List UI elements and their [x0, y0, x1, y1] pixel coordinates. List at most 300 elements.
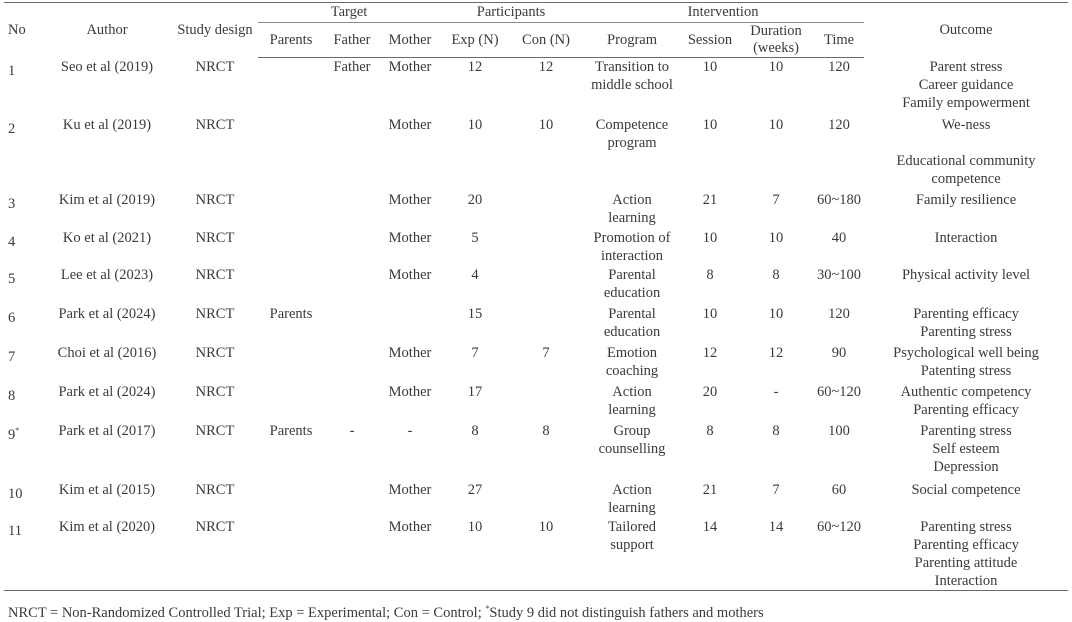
row-no — [4, 266, 42, 305]
row-outcome — [864, 191, 1068, 229]
row-author-text: Ko et al (2021) — [62, 230, 152, 246]
row-study-design-text: NRCT — [195, 519, 235, 535]
row-mother — [380, 116, 440, 191]
row-no — [4, 518, 42, 591]
row-program-line: middle school — [591, 77, 673, 93]
row-mother-text: Mother — [388, 192, 432, 208]
row-outcome-line: Educational community — [896, 153, 1036, 169]
row-author-text: Park et al (2017) — [58, 423, 156, 439]
row-program-line: learning — [608, 500, 656, 516]
row-study-design — [172, 305, 258, 344]
row-exp — [440, 266, 510, 305]
row-author — [42, 266, 172, 305]
row-outcome-line: Authentic competency — [900, 384, 1032, 400]
table-row — [4, 266, 1068, 305]
row-outcome-line: Parenting efficacy — [913, 402, 1019, 418]
row-duration — [738, 116, 814, 191]
row-author — [42, 383, 172, 422]
row-study-design — [172, 422, 258, 481]
row-mother-text: Mother — [388, 117, 432, 133]
row-mother-text: Mother — [388, 482, 432, 498]
table-row — [4, 229, 1068, 266]
row-outcome-line: Career guidance — [918, 77, 1014, 93]
row-no-footnote-mark: * — [15, 426, 20, 435]
row-duration-text: 14 — [768, 519, 784, 535]
row-duration — [738, 422, 814, 481]
row-study-design-text: NRCT — [195, 384, 235, 400]
footnote-text-1: NRCT = Non-Randomized Controlled Trial; Exp = Experimental; Con = Control; — [8, 605, 486, 621]
row-no-text: 6 — [8, 310, 16, 326]
row-time-text: 30~100 — [816, 267, 862, 283]
row-outcome — [864, 58, 1068, 116]
row-session-text: 10 — [702, 306, 718, 322]
header-intervention: Intervention — [582, 3, 864, 23]
row-no — [4, 344, 42, 383]
row-mother — [380, 518, 440, 591]
row-author-text: Seo et al (2019) — [60, 59, 154, 75]
row-study-design — [172, 344, 258, 383]
row-outcome — [864, 116, 1068, 191]
table-row — [4, 422, 1068, 481]
row-time-text: 100 — [828, 423, 850, 439]
row-no-text: 5 — [8, 271, 16, 287]
row-exp — [440, 383, 510, 422]
row-father — [324, 266, 380, 305]
row-study-design-text: NRCT — [195, 230, 235, 246]
row-parents — [258, 305, 324, 344]
row-outcome-line: Parenting efficacy — [913, 306, 1019, 322]
row-time — [814, 422, 864, 481]
row-study-design-text: NRCT — [195, 306, 235, 322]
row-program-line: counselling — [598, 441, 666, 457]
row-father — [324, 191, 380, 229]
row-mother — [380, 383, 440, 422]
row-session-text: 14 — [702, 519, 718, 535]
row-no — [4, 116, 42, 191]
row-father — [324, 518, 380, 591]
row-study-design — [172, 116, 258, 191]
row-outcome — [864, 266, 1068, 305]
row-duration-text: 10 — [768, 117, 784, 133]
row-session — [682, 191, 738, 229]
header-duration-line1: Duration — [750, 23, 802, 39]
row-con — [510, 481, 582, 518]
row-outcome-line: Parent stress — [929, 59, 1003, 75]
row-exp-text: 8 — [471, 423, 479, 439]
row-program-line: learning — [608, 210, 656, 226]
row-time-text: 60~120 — [816, 519, 862, 535]
row-outcome-line: Interaction — [934, 573, 998, 589]
row-program — [582, 305, 682, 344]
row-exp-text: 27 — [467, 482, 483, 498]
header-study-design: Study design — [177, 21, 253, 38]
row-outcome-line: Parenting stress — [920, 324, 1012, 340]
row-study-design-text: NRCT — [195, 482, 235, 498]
row-outcome-line: competence — [931, 171, 1001, 187]
row-outcome-line: Physical activity level — [901, 267, 1031, 283]
row-program-line: program — [607, 135, 657, 151]
table-footnote — [8, 600, 764, 622]
row-con — [510, 518, 582, 591]
row-time-text: 120 — [828, 59, 850, 75]
row-author — [42, 422, 172, 481]
row-exp — [440, 116, 510, 191]
table-row — [4, 191, 1068, 229]
row-duration-text: 10 — [768, 59, 784, 75]
row-exp-text: 4 — [471, 267, 479, 283]
row-exp-text: 15 — [467, 306, 483, 322]
row-outcome-line: Patenting stress — [920, 363, 1012, 379]
row-session-text: 10 — [702, 59, 718, 75]
row-con — [510, 191, 582, 229]
row-outcome-line: Parenting efficacy — [913, 537, 1019, 553]
row-parents — [258, 229, 324, 266]
row-session — [682, 58, 738, 116]
row-mother-text: Mother — [388, 59, 432, 75]
row-no — [4, 58, 42, 116]
row-program-line: Action — [612, 482, 652, 498]
header-exp: Exp (N) — [440, 23, 510, 58]
row-study-design-text: NRCT — [195, 117, 235, 133]
row-outcome-line: Social competence — [911, 482, 1021, 498]
row-exp — [440, 344, 510, 383]
row-study-design-text: NRCT — [195, 192, 235, 208]
row-mother — [380, 422, 440, 481]
row-outcome-line: Depression — [933, 459, 999, 475]
row-session — [682, 383, 738, 422]
row-parents — [258, 481, 324, 518]
row-exp — [440, 481, 510, 518]
row-duration — [738, 481, 814, 518]
row-program — [582, 266, 682, 305]
row-outcome — [864, 344, 1068, 383]
row-mother — [380, 481, 440, 518]
row-outcome-line: Family resilience — [915, 192, 1017, 208]
row-no-text: 3 — [8, 196, 16, 212]
header-program: Program — [582, 23, 682, 58]
row-time — [814, 266, 864, 305]
row-mother — [380, 191, 440, 229]
row-duration-text: 10 — [768, 230, 784, 246]
row-time-text: 90 — [831, 345, 847, 361]
row-mother-text: Mother — [388, 345, 432, 361]
row-mother — [380, 305, 440, 344]
row-father — [324, 383, 380, 422]
row-parents — [258, 191, 324, 229]
row-program-line: Promotion of — [593, 230, 671, 246]
table-row — [4, 305, 1068, 344]
row-exp-text: 17 — [467, 384, 483, 400]
row-time — [814, 229, 864, 266]
header-duration — [738, 23, 814, 58]
header-mother: Mother — [380, 23, 440, 58]
table-row — [4, 58, 1068, 116]
row-program — [582, 383, 682, 422]
row-duration — [738, 518, 814, 591]
row-session-text: 20 — [702, 384, 718, 400]
header-author: Author — [86, 21, 128, 38]
row-program — [582, 58, 682, 116]
row-exp — [440, 518, 510, 591]
row-program-line: learning — [608, 402, 656, 418]
row-duration-text: 8 — [772, 267, 780, 283]
row-time-text: 120 — [828, 306, 850, 322]
row-time — [814, 344, 864, 383]
row-session-text: 21 — [702, 482, 718, 498]
row-author-text: Park et al (2024) — [58, 384, 156, 400]
row-father — [324, 305, 380, 344]
row-author — [42, 191, 172, 229]
row-program-line: Tailored — [607, 519, 657, 535]
row-program — [582, 191, 682, 229]
row-program — [582, 518, 682, 591]
row-con — [510, 344, 582, 383]
row-exp — [440, 191, 510, 229]
row-author-text: Kim et al (2019) — [58, 192, 156, 208]
row-session-text: 21 — [702, 192, 718, 208]
row-mother-text: Mother — [388, 230, 432, 246]
row-outcome — [864, 305, 1068, 344]
row-exp — [440, 422, 510, 481]
row-parents — [258, 266, 324, 305]
row-study-design — [172, 58, 258, 116]
row-author-text: Kim et al (2020) — [58, 519, 156, 535]
row-duration — [738, 191, 814, 229]
row-no-text: 8 — [8, 388, 16, 404]
row-program-line: Emotion — [607, 345, 657, 361]
row-con — [510, 305, 582, 344]
row-father — [324, 422, 380, 481]
row-outcome-line: Self esteem — [932, 441, 1000, 457]
row-author — [42, 58, 172, 116]
row-con-text: 10 — [538, 117, 554, 133]
row-duration — [738, 229, 814, 266]
row-study-design — [172, 518, 258, 591]
row-time — [814, 383, 864, 422]
row-no — [4, 305, 42, 344]
row-duration — [738, 58, 814, 116]
row-outcome — [864, 383, 1068, 422]
row-exp-text: 10 — [467, 519, 483, 535]
row-author — [42, 518, 172, 591]
row-duration-text: 7 — [772, 192, 780, 208]
row-study-design — [172, 481, 258, 518]
row-program-line: coaching — [605, 363, 659, 379]
row-con — [510, 422, 582, 481]
row-parents — [258, 116, 324, 191]
row-outcome-line: Parenting attitude — [914, 555, 1018, 571]
row-session-text: 10 — [702, 117, 718, 133]
row-program-line: support — [610, 537, 654, 553]
row-session — [682, 266, 738, 305]
row-time — [814, 191, 864, 229]
row-program-line: Transition to — [595, 59, 670, 75]
row-parents — [258, 383, 324, 422]
row-parents-text: Parents — [269, 423, 313, 439]
row-no-text: 10 — [8, 486, 23, 502]
row-session — [682, 481, 738, 518]
header-parents: Parents — [258, 23, 324, 58]
row-author-text: Park et al (2024) — [58, 306, 156, 322]
table-row — [4, 383, 1068, 422]
footnote-text-2: Study 9 did not distinguish fathers and mothers — [489, 605, 764, 621]
row-program — [582, 344, 682, 383]
row-study-design-text: NRCT — [195, 423, 235, 439]
row-author — [42, 229, 172, 266]
row-duration-text: 7 — [772, 482, 780, 498]
row-con-text: 10 — [538, 519, 554, 535]
row-exp-text: 10 — [467, 117, 483, 133]
row-time-text: 60~120 — [816, 384, 862, 400]
row-duration — [738, 266, 814, 305]
row-con — [510, 383, 582, 422]
row-no-text: 7 — [8, 349, 16, 365]
row-mother-text: Mother — [388, 519, 432, 535]
header-father: Father — [324, 23, 380, 58]
row-author — [42, 481, 172, 518]
row-study-design — [172, 266, 258, 305]
row-program-line: Parental — [608, 306, 656, 322]
row-parents — [258, 344, 324, 383]
row-mother — [380, 229, 440, 266]
row-outcome-line: Parenting stress — [920, 423, 1012, 439]
row-outcome — [864, 422, 1068, 481]
row-no — [4, 383, 42, 422]
row-time-text: 120 — [828, 117, 850, 133]
row-mother-text: - — [407, 423, 413, 439]
row-con-text: 8 — [542, 423, 550, 439]
row-con — [510, 229, 582, 266]
header-con: Con (N) — [510, 23, 582, 58]
row-outcome — [864, 481, 1068, 518]
row-time — [814, 481, 864, 518]
row-program — [582, 116, 682, 191]
row-mother-text: Mother — [388, 384, 432, 400]
row-outcome-line: Psychological well being — [893, 345, 1039, 361]
row-author-text: Ku et al (2019) — [62, 117, 152, 133]
row-author — [42, 116, 172, 191]
row-exp-text: 20 — [467, 192, 483, 208]
row-program-line: interaction — [601, 248, 664, 264]
row-program-line: education — [603, 324, 661, 340]
row-program-line: Group — [613, 423, 651, 439]
row-study-design — [172, 229, 258, 266]
row-con — [510, 116, 582, 191]
table-row — [4, 344, 1068, 383]
row-outcome — [864, 518, 1068, 591]
row-author — [42, 305, 172, 344]
row-mother — [380, 58, 440, 116]
row-author — [42, 344, 172, 383]
footnote-sup: * — [485, 604, 490, 613]
row-time-text: 40 — [831, 230, 847, 246]
row-time — [814, 116, 864, 191]
row-exp — [440, 58, 510, 116]
row-time-text: 60 — [831, 482, 847, 498]
row-no-text: 11 — [8, 523, 22, 539]
row-outcome-line — [866, 134, 1066, 152]
header-session: Session — [682, 23, 738, 58]
row-father-text: - — [349, 423, 355, 439]
row-time — [814, 58, 864, 116]
row-duration-text: - — [773, 384, 779, 400]
row-duration-text: 12 — [768, 345, 784, 361]
row-parents — [258, 518, 324, 591]
row-father — [324, 58, 380, 116]
row-time — [814, 518, 864, 591]
row-author-text: Kim et al (2015) — [58, 482, 156, 498]
row-duration — [738, 305, 814, 344]
table-row — [4, 518, 1068, 591]
row-no — [4, 191, 42, 229]
row-session-text: 12 — [702, 345, 718, 361]
row-father — [324, 344, 380, 383]
row-exp — [440, 229, 510, 266]
row-father — [324, 116, 380, 191]
row-program-line: education — [603, 285, 661, 301]
row-duration-text: 8 — [772, 423, 780, 439]
row-session — [682, 305, 738, 344]
row-con — [510, 58, 582, 116]
row-session-text: 8 — [706, 423, 714, 439]
row-mother — [380, 344, 440, 383]
row-exp-text: 5 — [471, 230, 479, 246]
row-mother — [380, 266, 440, 305]
row-session — [682, 229, 738, 266]
header-time: Time — [814, 23, 864, 58]
row-session — [682, 116, 738, 191]
row-study-design-text: NRCT — [195, 59, 235, 75]
row-no-text: 4 — [8, 234, 16, 250]
table-row — [4, 481, 1068, 518]
row-duration-text: 10 — [768, 306, 784, 322]
row-outcome-line: Parenting stress — [920, 519, 1012, 535]
row-study-design-text: NRCT — [195, 267, 235, 283]
row-no — [4, 422, 42, 481]
row-duration — [738, 383, 814, 422]
row-author-text: Lee et al (2023) — [60, 267, 154, 283]
row-session — [682, 344, 738, 383]
row-outcome-line: Interaction — [934, 230, 998, 246]
row-session — [682, 422, 738, 481]
row-session-text: 8 — [706, 267, 714, 283]
row-time — [814, 305, 864, 344]
row-father-text: Father — [333, 59, 371, 75]
header-outcome: Outcome — [939, 21, 993, 38]
row-duration — [738, 344, 814, 383]
row-session — [682, 518, 738, 591]
header-participants: Participants — [440, 3, 582, 23]
row-father — [324, 229, 380, 266]
row-study-design-text: NRCT — [195, 345, 235, 361]
row-exp-text: 12 — [467, 59, 483, 75]
row-program-line: Action — [612, 192, 652, 208]
row-mother-text: Mother — [388, 267, 432, 283]
table-body — [4, 58, 1068, 591]
row-father — [324, 481, 380, 518]
row-author-text: Choi et al (2016) — [57, 345, 157, 361]
row-no-text: 2 — [8, 121, 16, 137]
row-no-text: 9 — [8, 427, 16, 443]
row-con — [510, 266, 582, 305]
row-program — [582, 422, 682, 481]
header-duration-line2: (weeks) — [753, 40, 799, 56]
header-no: No — [8, 21, 26, 38]
row-parents — [258, 58, 324, 116]
row-outcome-line: Family empowerment — [902, 95, 1030, 111]
row-exp — [440, 305, 510, 344]
row-con-text: 7 — [542, 345, 550, 361]
